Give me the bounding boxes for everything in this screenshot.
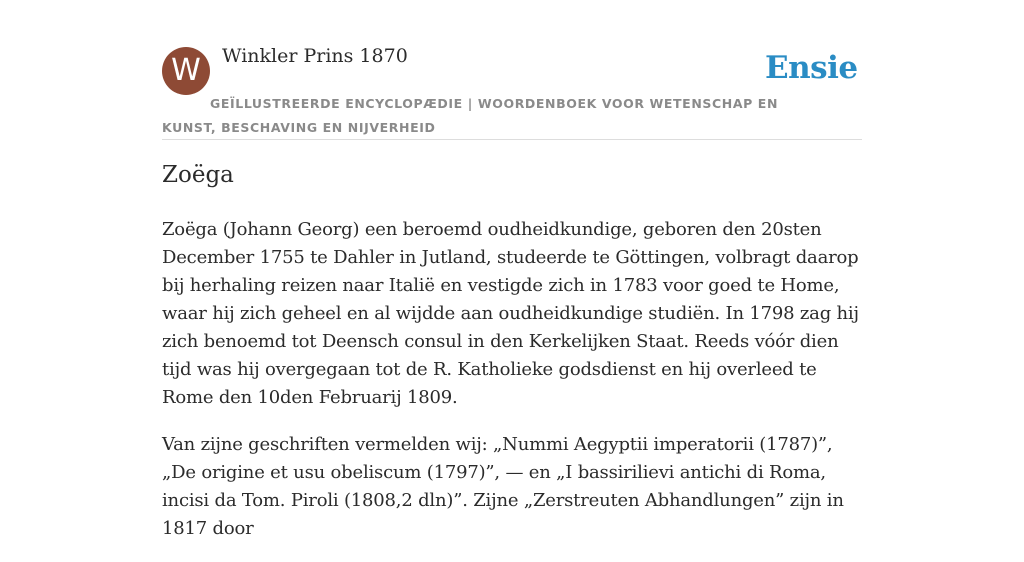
source-title[interactable]: Winkler Prins 1870 xyxy=(222,45,408,67)
article-body xyxy=(162,216,862,562)
article-paragraph: Zoëga (Johann Georg) een beroemd oudheidkundige, geboren den 20sten December 1755 te Dahler in Jutland, studeerde te Göttingen, volbragt daarop bij herhaling reizen naar Italië en vestigde zich in 1783 voor goed te Home, waar hij zich geheel en al wijdde aan oudheidkundige studiën. In 1798 zag hij zich benoemd tot Deensch consul in den Kerkelijken Staat. Reeds vóór dien tijd was hij overgegaan tot de R. Katholieke godsdienst en hij overleed te Rome den 10den Februarij 1809. xyxy=(162,219,859,408)
source-subtitle: GEÏLLUSTREERDE ENCYCLOPÆDIE | WOORDENBOEK VOOR WETENSCHAP EN KUNST, BESCHAVING EN NIJVERHEID xyxy=(162,96,779,135)
page-title: Zoëga xyxy=(162,162,234,188)
ensie-logo[interactable]: Ensie xyxy=(765,50,858,86)
header-divider xyxy=(162,139,862,140)
article-paragraph: Van zijne geschriften vermelden wij: „Nummi Aegyptii imperatorii (1787)”, „De origine et usu obeliscum (1797)”, — en „I bassirilievi antichi di Roma, incisi da Tom. Piroli (1808,2 dln)”. Zijne „Zerstreuten Abhandlungen” zijn in 1817 door xyxy=(162,434,844,539)
source-avatar[interactable]: W xyxy=(162,47,210,95)
